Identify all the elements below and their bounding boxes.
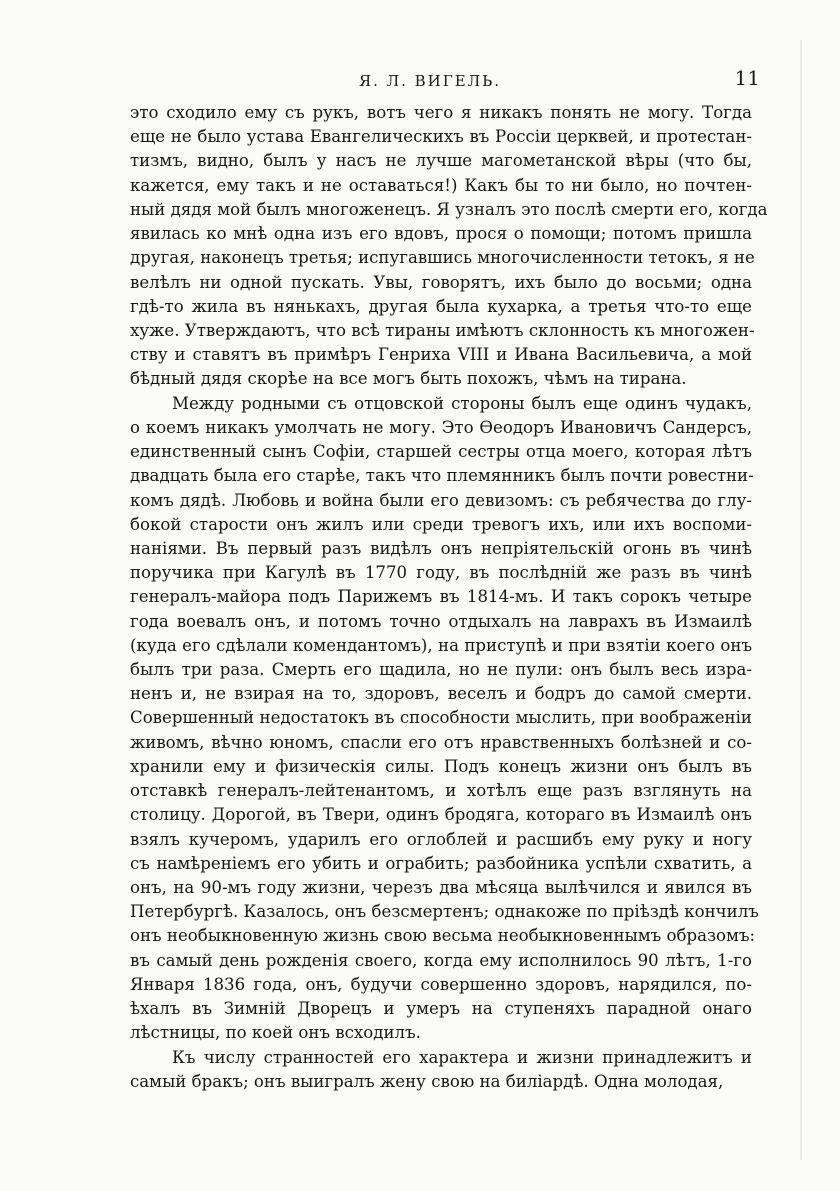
text-line: ѣхалъ въ Зимній Дворецъ и умеръ на ступеняхъ парадной онаго [130, 999, 752, 1019]
page-number: 11 [734, 66, 760, 90]
text-line: явилась ко мнѣ одна изъ его вдовъ, прося о помощи; потомъ пришла [130, 224, 752, 244]
text-line: другая, наконецъ третья; испугавшись многочисленности тетокъ, я не [130, 248, 755, 268]
running-title: Я. Л. ВИГЕЛЬ. [358, 72, 502, 90]
text-line: это сходило ему съ рукъ, вотъ чего я никакъ понять не могу. Тогда [130, 103, 752, 122]
text-line: съ намѣреніемъ его убить и ограбить; разбойника успѣли схватить, а [130, 853, 752, 873]
text-line: единственный сынъ Софіи, старшей сестры отца моего, которая лѣтъ [130, 442, 752, 462]
paragraph [130, 1046, 752, 1094]
text-line: бѣдный дядя скорѣе на все могъ быть похожъ, чѣмъ на тирана. [130, 369, 687, 389]
text-line: хуже. Утверждаютъ, что всѣ тираны имѣютъ склонность къ многожен- [130, 320, 755, 340]
text-line: (куда его сдѣлали комендантомъ), на приступѣ и при взятіи коего онъ [130, 635, 752, 655]
text-line: комъ дядѣ. Любовь и война были его девизомъ: съ ребячества до глу- [130, 490, 752, 510]
text-line: Петербургѣ. Казалось, онъ безсмертенъ; однакоже по пріѣздѣ кончилъ [130, 902, 759, 922]
text-line: велѣлъ ни одной пускать. Увы, говорятъ, ихъ было до восьми; одна [130, 272, 752, 292]
text-line: столицу. Дорогой, въ Твери, одинъ бродяга, котораго въ Измаилѣ онъ [130, 805, 752, 825]
text-line: самый бракъ; онъ выигралъ жену свою на биліардѣ. Одна молодая, [130, 1071, 724, 1091]
page-edge-shadow [800, 40, 802, 1160]
text-line: еще не было устава Евангелическихъ въ Россіи церквей, и протестан- [130, 127, 752, 147]
text-line: хранили ему и физическія силы. Подъ конецъ жизни онъ былъ въ [130, 756, 752, 776]
text-line: Января 1836 года, онъ, будучи совершенно здоровъ, нарядился, по- [130, 974, 752, 994]
text-line: Къ числу странностей его характера и жизни принадлежитъ и [172, 1047, 752, 1067]
text-line: отставкѣ генералъ-лейтенантомъ, и хотѣлъ еще разъ взглянуть на [130, 781, 752, 801]
page-header [100, 66, 760, 96]
text-line: Совершенный недостатокъ въ способности мыслить, при воображеніи [130, 708, 752, 728]
text-line: года воевалъ онъ, и потомъ точно отдыхалъ на лаврахъ въ Измаилѣ [130, 611, 752, 631]
text-line: Между родными съ отцовской стороны былъ еще одинъ чудакъ, [172, 393, 752, 413]
text-line: онъ необыкновенную жизнь свою весьма необыкновеннымъ образомъ: [130, 926, 756, 946]
text-line: гдѣ-то жила въ нянькахъ, другая была кухарка, а третья что-то еще [130, 296, 752, 316]
text-line: ный дядя мой былъ многоженецъ. Я узналъ это послѣ смерти его, когда [130, 199, 768, 219]
text-line: лѣстницы, по коей онъ всходилъ. [130, 1023, 421, 1043]
text-line: генералъ-майора подъ Парижемъ въ 1814-мъ. И такъ сорокъ четыре [130, 587, 752, 607]
paragraph [130, 392, 759, 1046]
body-text [130, 101, 768, 1094]
text-line: ненъ и, не взирая на то, здоровъ, веселъ и бодръ до самой смерти. [130, 684, 752, 704]
text-line: онъ, на 90-мъ году жизни, черезъ два мѣсяца вылѣчился и явился въ [130, 878, 752, 897]
text-line: двадцать была его старѣе, такъ что племянникъ былъ почти ровестни- [130, 466, 754, 486]
text-line: бокой старости онъ жилъ или среди тревогъ ихъ, или ихъ воспоми- [130, 514, 752, 534]
text-line: взялъ кучеромъ, ударилъ его оглоблей и расшибъ ему руку и ногу [130, 829, 752, 849]
text-line: наніями. Въ первый разъ видѣлъ онъ непріятельскій огонь въ чинѣ [130, 538, 752, 558]
text-line: живомъ, вѣчно юномъ, спасли его отъ нравственныхъ болѣзней и со- [130, 732, 752, 752]
text-line: былъ три раза. Смерть его щадила, но не пули: онъ былъ весь изра- [130, 660, 752, 680]
text-line: о коемъ никакъ умолчать не могу. Это Ѳеодоръ Ивановичъ Сандерсъ, [130, 417, 752, 437]
text-line: кажется, ему такъ и не оставаться!) Какъ бы то ни было, но почтен- [130, 175, 752, 195]
text-line: въ самый день рожденія своего, когда ему исполнилось 90 лѣтъ, 1-го [130, 950, 752, 970]
text-line: поручика при Кагулѣ въ 1770 году, въ послѣдній же разъ въ чинѣ [130, 563, 752, 583]
text-line: ству и ставятъ въ примѣръ Генриха VIII и Ивана Васильевича, а мой [130, 345, 752, 365]
paragraph [130, 101, 768, 392]
text-line: тизмъ, видно, былъ у насъ не лучше магометанской вѣры (что бы, [130, 151, 752, 171]
